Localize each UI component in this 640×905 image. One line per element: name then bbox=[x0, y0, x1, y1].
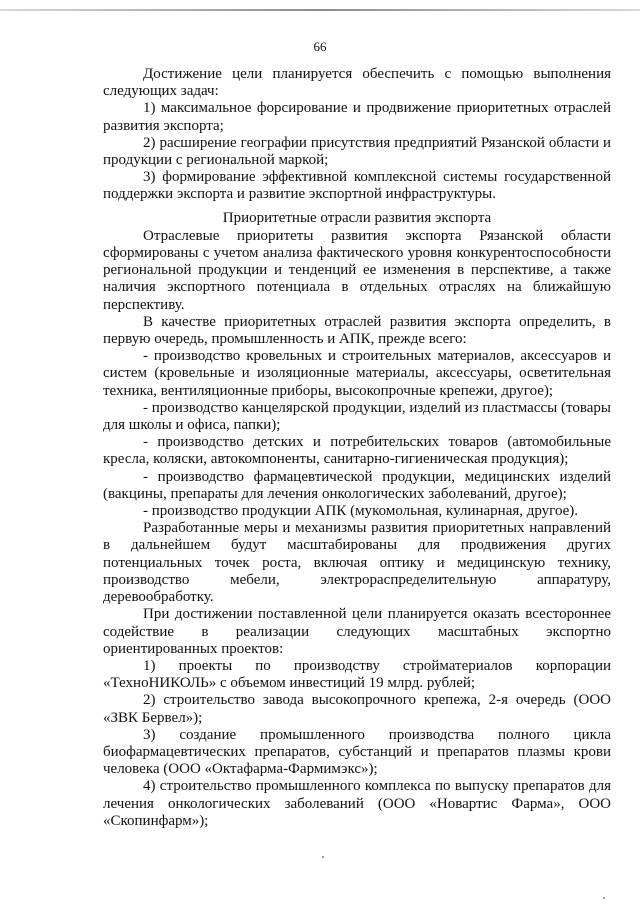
paragraph: - производство канцелярской продукции, изделий из пластмассы (товары для школы и офиса, папки); bbox=[103, 399, 611, 434]
paragraph: 4) строительство промышленного комплекса по выпуску препаратов для лечения онкологических заболеваний (ООО «Новартис Фарма», ООО «Скопинфарм»); bbox=[103, 778, 611, 829]
paragraph: 1) максимальное форсирование и продвижение приоритетных отраслей развития экспорта; bbox=[103, 100, 611, 134]
section-heading: Приоритетные отрасли развития экспорта bbox=[222, 209, 492, 226]
paragraph: 1) проекты по производству стройматериалов корпорации «ТехноНИКОЛЬ» с объемом инвестиций 19 млрд. рублей; bbox=[103, 657, 611, 692]
scan-speck bbox=[322, 856, 324, 858]
scan-top-edge bbox=[0, 9, 640, 11]
scan-speck bbox=[603, 897, 605, 899]
paragraph: - производство кровельных и строительных материалов, аксессуаров и систем (кровельные и изоляционные материалы, аксессуары, осветительная техника, вентиляционные приборы, высокопрочные крепежи, другое); bbox=[103, 348, 611, 399]
intro-paragraphs bbox=[103, 66, 611, 204]
body-paragraphs bbox=[103, 228, 611, 830]
page-number: 66 bbox=[313, 39, 327, 54]
paragraph: 2) строительство завода высокопрочного крепежа, 2-я очередь (ООО «ЗВК Бервел»); bbox=[103, 692, 611, 726]
paragraph: В качестве приоритетных отраслей развития экспорта определить, в первую очередь, промышленность и АПК, прежде всего: bbox=[103, 313, 611, 348]
paragraph: 3) формирование эффективной комплексной системы государственной поддержки экспорта и развитие экспортной инфраструктуры. bbox=[103, 169, 611, 203]
paragraph: 2) расширение географии присутствия предприятий Рязанской области и продукции с региональной маркой; bbox=[103, 134, 611, 169]
paragraph: Отраслевые приоритеты развития экспорта Рязанской области сформированы с учетом анализа фактического уровня конкурентоспособности региональной продукции и тенденций ее изменения в перспективе, а также наличия экспортного потенциала в отдельных отраслях на ближайшую перспективу. bbox=[103, 227, 611, 313]
paragraph: Разработанные меры и механизмы развития приоритетных направлений в дальнейшем будут масштабированы для продвижения других потенциальных точек роста, включая оптику и медицинскую технику, производство мебели, электрораспределительную аппаратуру, деревообработку. bbox=[103, 520, 611, 606]
paragraph: При достижении поставленной цели планируется оказать всестороннее содействие в реализации следующих масштабных экспортно ориентированных проектов: bbox=[103, 606, 611, 657]
paragraph: - производство детских и потребительских товаров (автомобильные кресла, коляски, автокомпоненты, санитарно-гигиеническая продукция); bbox=[103, 434, 611, 468]
paragraph: - производство фармацевтической продукции, медицинских изделий (вакцины, препараты для лечения онкологических заболеваний, другое); bbox=[103, 468, 611, 502]
paragraph: Достижение цели планируется обеспечить с помощью выполнения следующих задач: bbox=[103, 66, 611, 100]
paragraph: - производство продукции АПК (мукомольная, кулинарная, другое). bbox=[143, 503, 579, 520]
document-body bbox=[103, 66, 611, 830]
paragraph: 3) создание промышленного производства полного цикла биофармацевтических препаратов, субстанций и препаратов плазмы крови человека (ООО «Октафарма-Фармимэкс»); bbox=[103, 726, 611, 778]
